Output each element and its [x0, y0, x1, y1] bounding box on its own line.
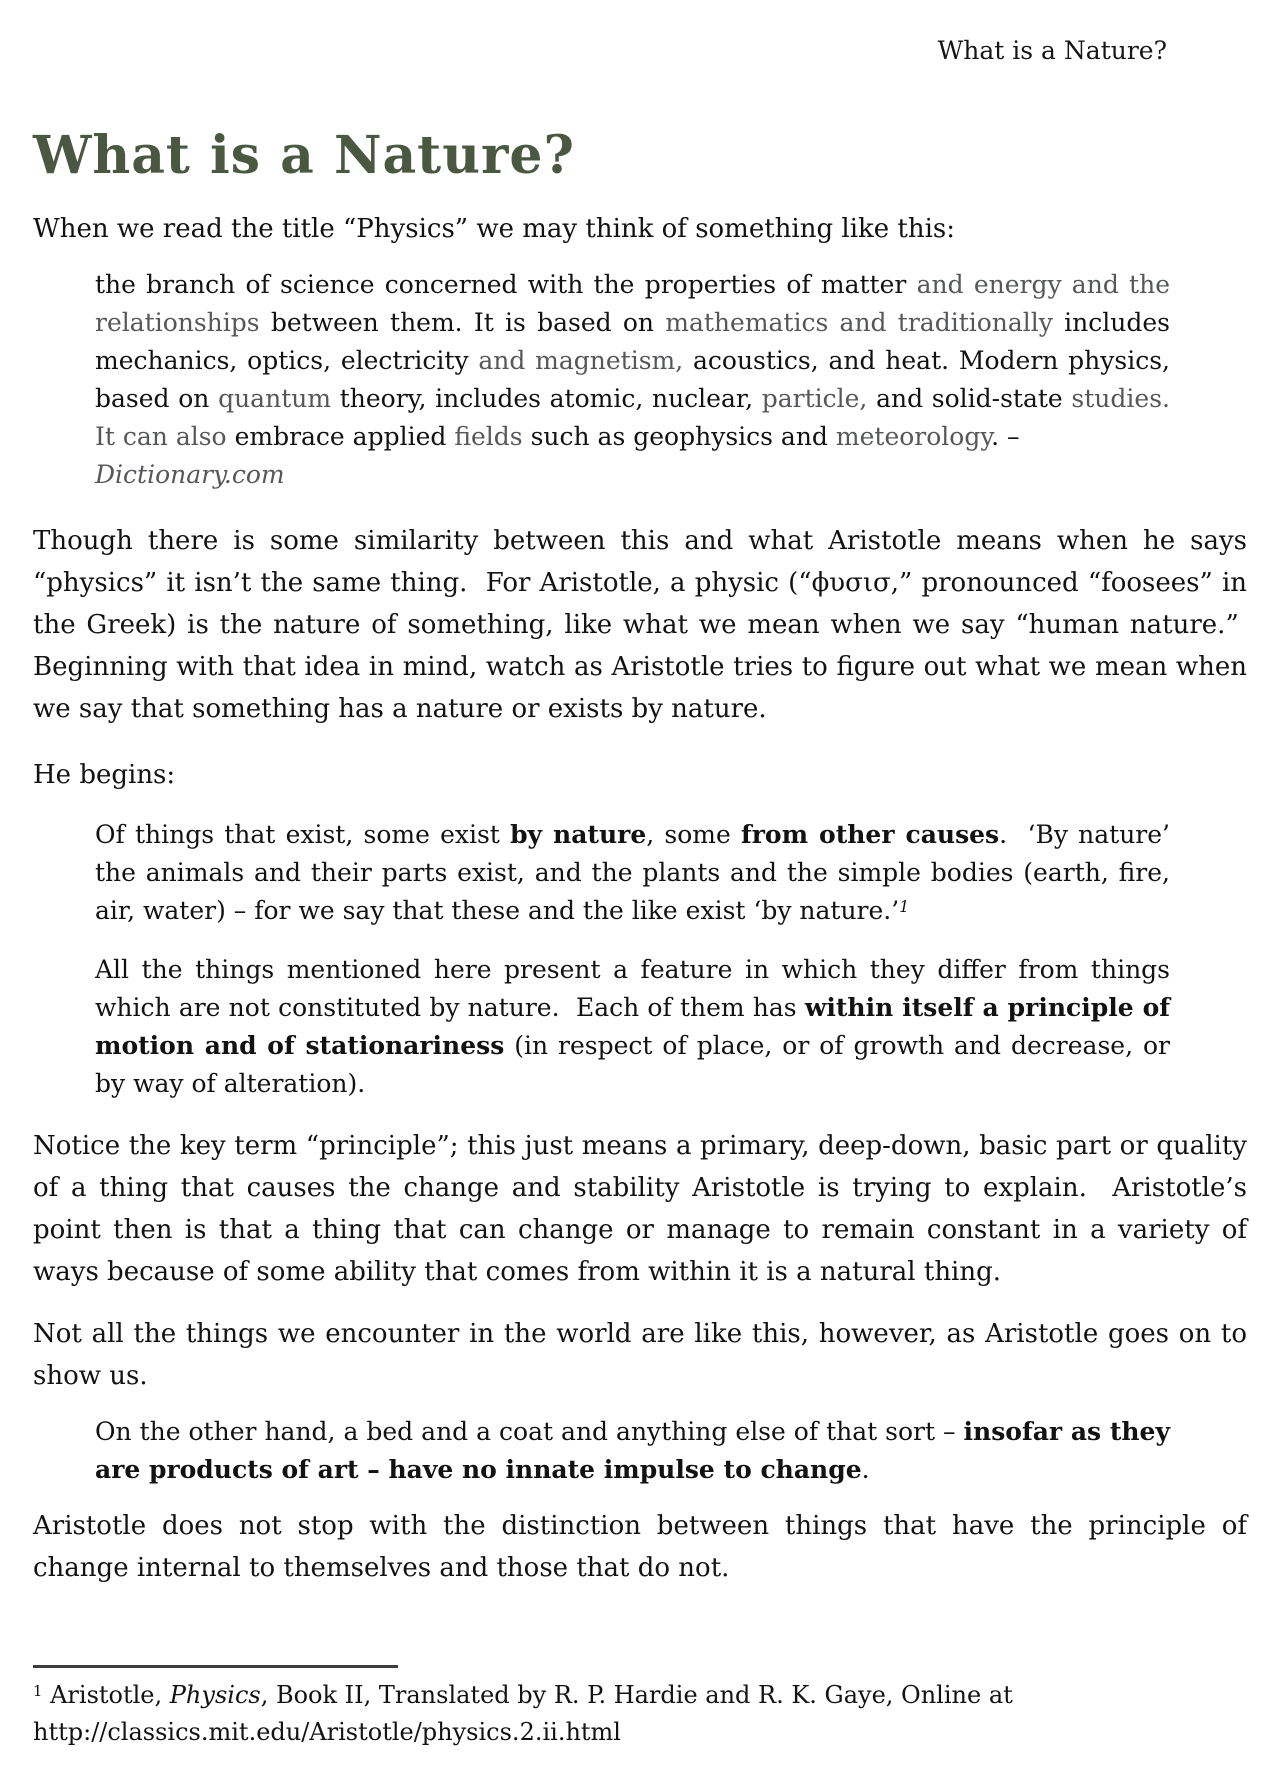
- running-header: What is a Nature?: [937, 36, 1167, 65]
- footnote-citation: [33, 1678, 1247, 1749]
- quote-by-nature: [95, 816, 1170, 933]
- text-segment: and solid-state: [876, 384, 1072, 413]
- footnote-section: [33, 1665, 1247, 1749]
- text-segment: . ‘By nature’ the animals and their parts exist, and the plants and the simple bodies (earth, fire, air, water) – for we say that these and the like exist ‘by nature.’: [95, 820, 1170, 925]
- text-segment: studies. It can also: [95, 384, 1170, 451]
- dictionary-definition-quote: [95, 266, 1170, 494]
- text-segment: embrace applied: [234, 422, 455, 451]
- text-segment: All the things mentioned here present a feature in which they differ from things which are not constituted by nature. Each of them has: [95, 955, 1170, 1022]
- paragraph-not-all: Not all the things we encounter in the world are like this, however, as Aristotle goes on to show us.: [33, 1319, 1247, 1391]
- text-segment: On the other hand, a bed and a coat and anything else of that sort –: [95, 1417, 964, 1446]
- text-segment: (in respect of place, or of growth and decrease, or by way of alteration).: [95, 1031, 1170, 1098]
- text-segment: 1: [33, 1682, 43, 1701]
- text-segment: Of things that exist, some exist: [95, 820, 511, 849]
- paragraph-distinction: Aristotle does not stop with the distinction between things that have the principle of change internal to themselves and those that do not.: [33, 1511, 1247, 1583]
- text-segment: insofar as they are products of art – have no innate impulse to change: [95, 1417, 1170, 1484]
- page-title: What is a Nature?: [33, 125, 575, 186]
- text-segment: from other causes: [741, 820, 1000, 849]
- intro-paragraph: When we read the title “Physics” we may think of something like this:: [33, 214, 956, 244]
- quote-all-things: [95, 951, 1170, 1103]
- text-segment: such as geophysics and: [530, 422, 836, 451]
- text-segment: theory, includes atomic, nuclear,: [339, 384, 762, 413]
- paragraph-similarity: Though there is some similarity between this and what Aristotle means when he says “physics” it isn’t the same thing. For Aristotle, a physic (“ϕυσισ,” pronounced “foosees” in the Greek) is the nature of something, like what we mean when we say “human nature.” Beginning with that idea in mind, watch as Aristotle tries to figure out what we mean when we say that something has a nature or exists by nature.: [33, 526, 1247, 724]
- text-segment: mathematics and traditionally: [665, 308, 1065, 337]
- text-segment: quantum: [218, 384, 340, 413]
- text-segment: the branch of science concerned with the properties of matter: [95, 270, 917, 299]
- text-segment: , some: [646, 820, 741, 849]
- text-segment: meteorology: [835, 422, 992, 451]
- text-segment: 1: [899, 898, 910, 917]
- text-segment: acoustics, and heat. Modern physics, based on: [95, 346, 1170, 413]
- footnote-divider: [33, 1665, 398, 1668]
- paragraph-he-begins: He begins:: [33, 760, 176, 790]
- text-segment: Dictionary.com: [95, 460, 285, 489]
- text-segment: .: [861, 1455, 870, 1484]
- text-segment: includes mechanics, optics, electricity: [95, 308, 1170, 375]
- text-segment: between them. It is based on: [270, 308, 666, 337]
- text-segment: and magnetism,: [478, 346, 693, 375]
- paragraph-principle: Notice the key term “principle”; this just means a primary, deep-down, basic part or quality of a thing that causes the change and stability Aristotle is trying to explain. Aristotle’s point then is that a thing that can change or manage to remain constant in a variety of ways because of some ability that comes from within it is a natural thing.: [33, 1131, 1247, 1287]
- text-segment: Aristotle,: [42, 1681, 170, 1709]
- text-segment: , Book II, Translated by R. P. Hardie and R. K. Gaye, Online at http://classics.mit.edu/Aristotle/physics.2.ii.html: [33, 1681, 1013, 1746]
- text-segment: fields: [454, 422, 531, 451]
- text-segment: Physics: [169, 1681, 261, 1709]
- text-segment: and energy and the relationships: [95, 270, 1170, 337]
- text-segment: particle,: [761, 384, 877, 413]
- text-segment: by nature: [510, 820, 647, 849]
- text-segment: within itself a principle of motion and of stationariness: [95, 993, 1170, 1060]
- quote-bed-and-coat: [95, 1413, 1170, 1489]
- text-segment: . –: [991, 422, 1020, 451]
